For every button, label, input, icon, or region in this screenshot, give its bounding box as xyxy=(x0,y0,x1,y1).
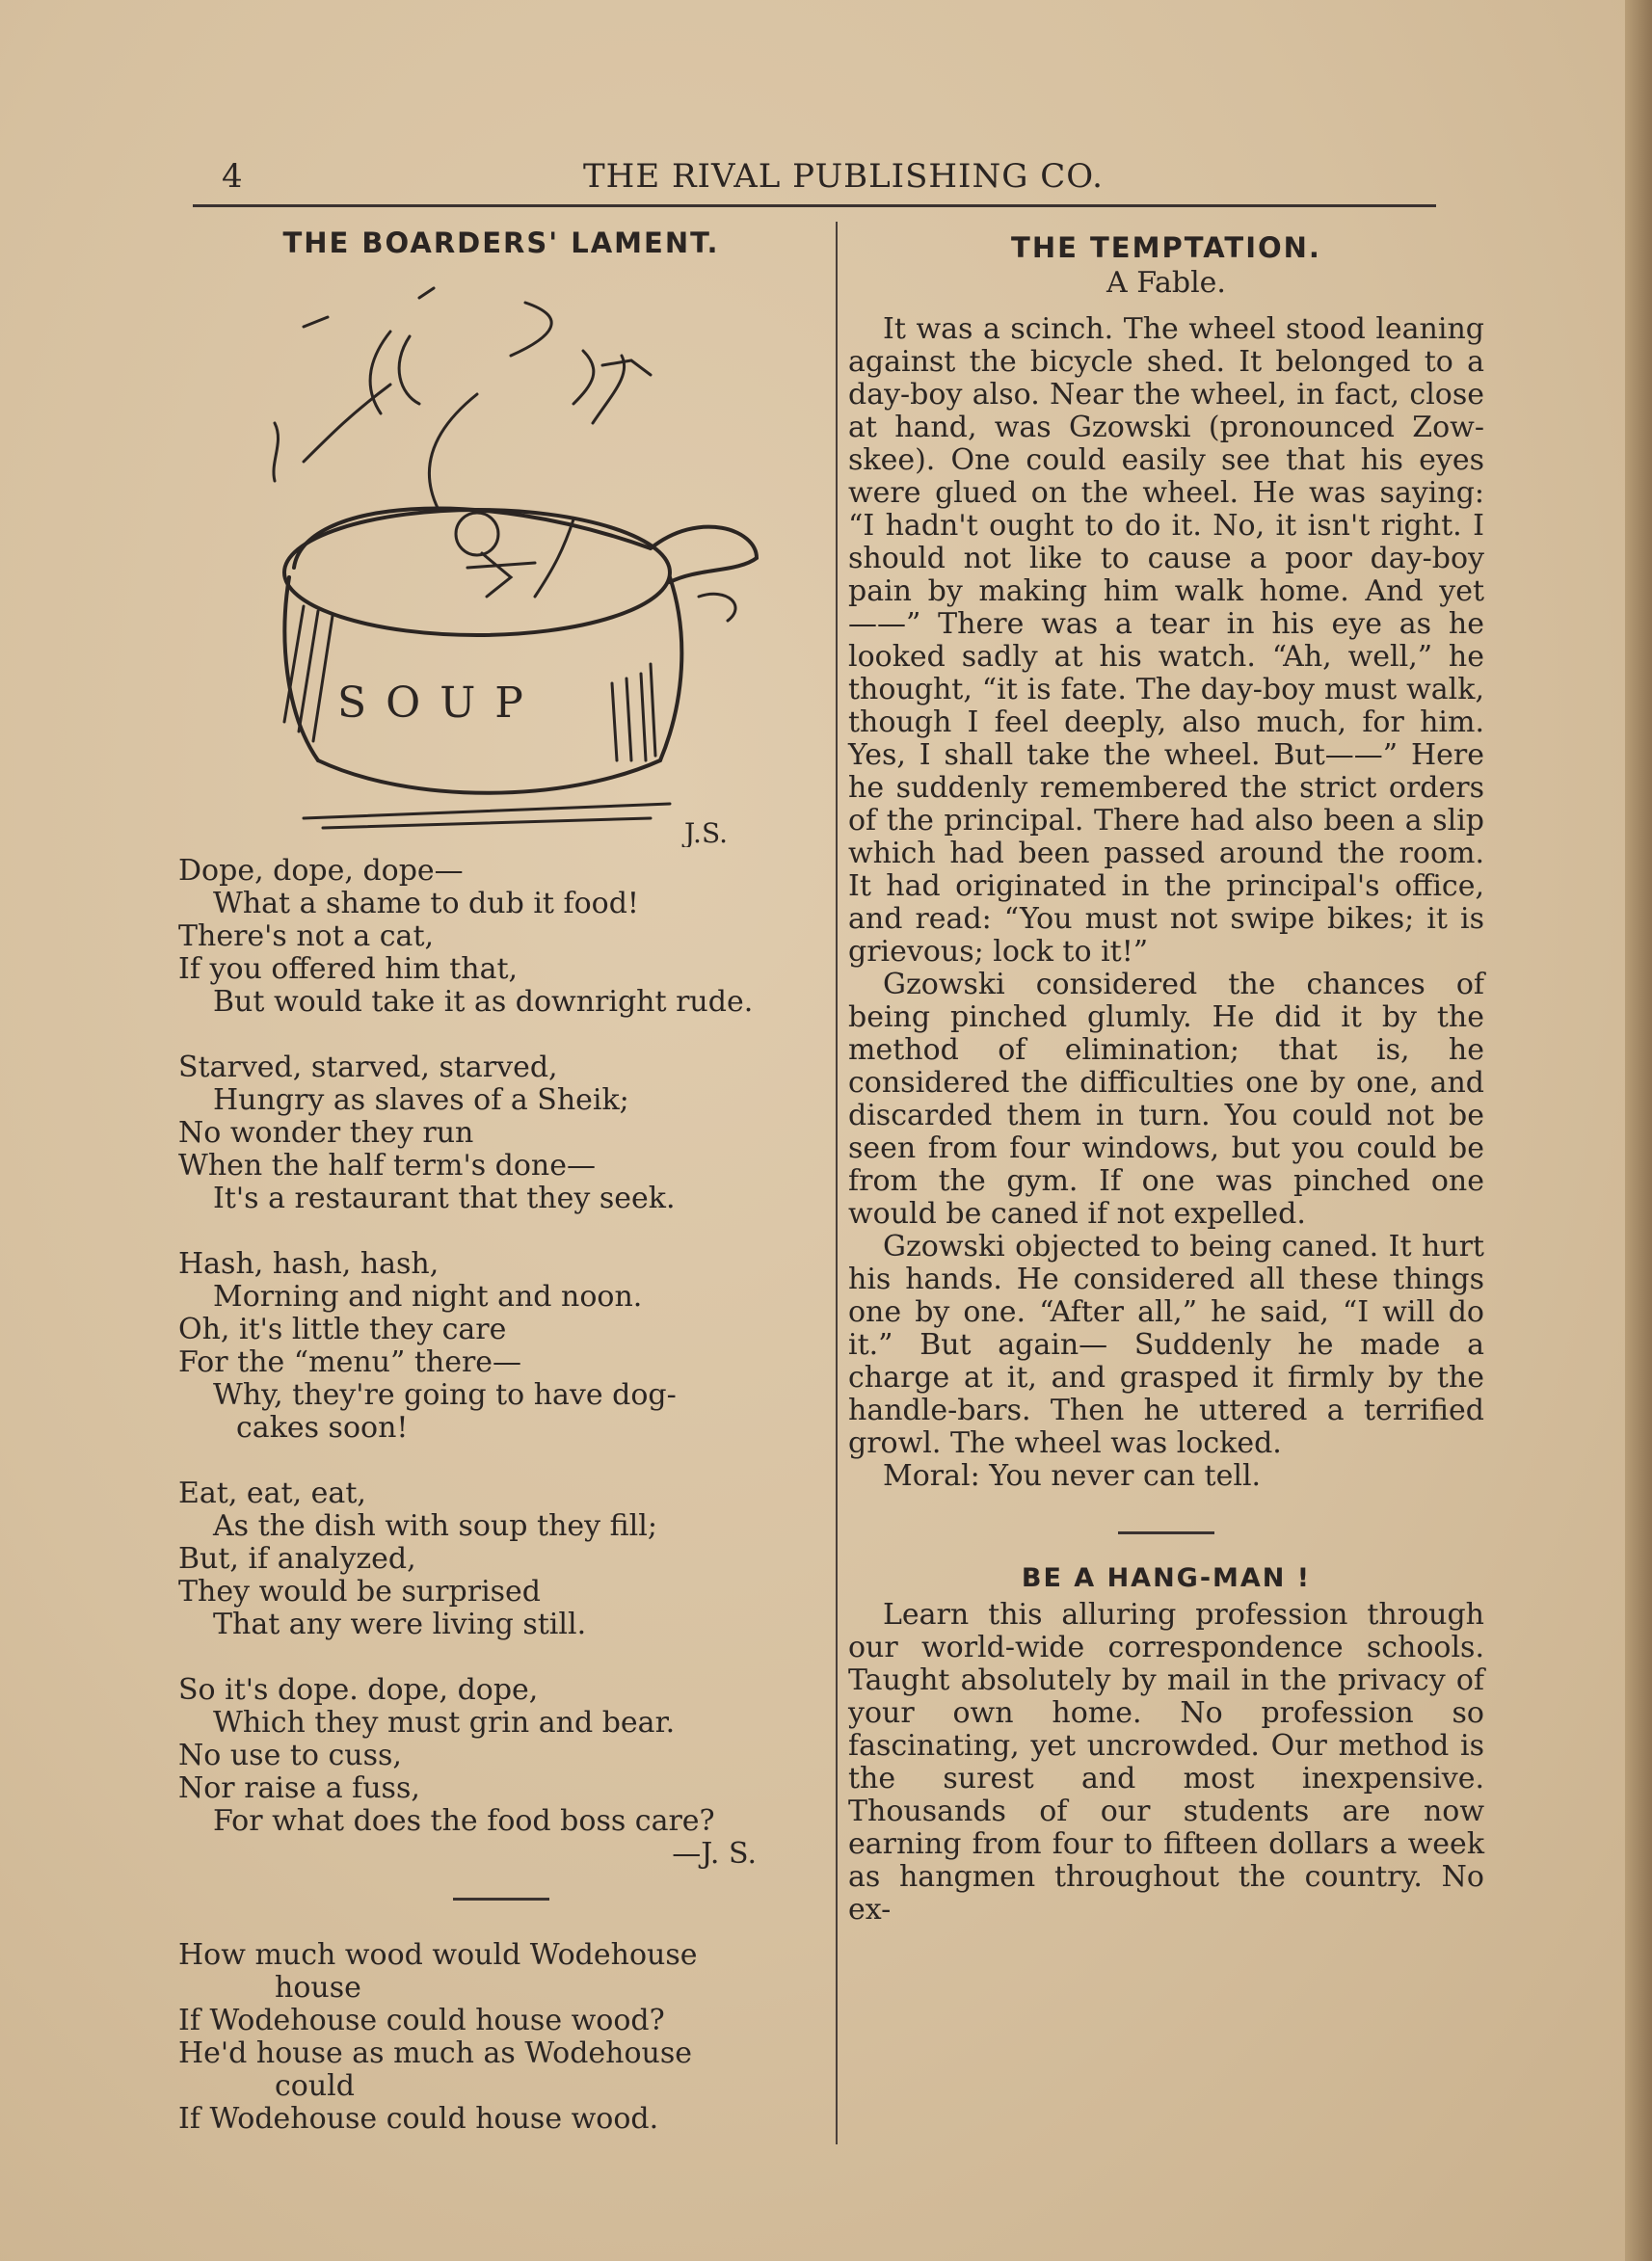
section-rule xyxy=(453,1898,549,1901)
ad-title: BE A HANG-MAN ! xyxy=(1021,1563,1312,1593)
stanza xyxy=(178,1248,824,1445)
poem-line: If you offered him that, xyxy=(178,952,519,986)
poem-line: For the “menu” there— xyxy=(178,1345,522,1379)
ad-body xyxy=(848,1599,1484,1927)
poem-line: For what does the food boss care? xyxy=(213,1804,715,1838)
story-paragraph: It was a scinch. The wheel stood leaning against the bicycle shed. It belonged to a day-boy also. Near the wheel, in fact, close at hand, was Gzowski (pronounced Zow-skee). One could easily see that his eyes were glued on the wheel. He was saying: “I hadn't ought to do it. No, it isn't right. I should not like to cause a poor day-boy pain by making him walk home. And yet——” There was a tear in his eye as he looked sadly at his watch. “Ah, well,” he thought, “it is fate. The day-boy must walk, though I feel deeply, also much, for him. Yes, I shall take the wheel. But——” Here he suddenly remembered the strict orders of the principal. There had also been a slip which had been passed around the room. It had originated in the principal's office, and read: “You must not swipe bikes; it is grievous; lock to it!” xyxy=(848,312,1484,969)
poem-signature: —J. S. xyxy=(672,1837,757,1871)
poem-line: Which they must grin and bear. xyxy=(213,1706,676,1740)
poem-line: Morning and night and noon. xyxy=(213,1280,643,1314)
soup-pot-illustration xyxy=(246,279,786,847)
story-paragraph: Gzowski considered the chances of being pinched glumly. He did it by the method of elimination; that is, he considered the difficulties one by one, and discarded them in turn. You could not be seen from four windows, but you could be from the gym. If one was pinched one would be caned if not expelled. xyxy=(848,968,1484,1231)
poem-line: No wonder they run xyxy=(178,1116,474,1150)
story-paragraph: Gzowski objected to being caned. It hurt his hands. He considered all these things one by one. “After all,” he said, “I will do it.” But again— Suddenly he made a charge at it, and grasped it firmly by the handle-bars. Then he uttered a terrified growl. The wheel was locked. xyxy=(848,1230,1484,1460)
stanza xyxy=(178,855,824,1019)
poem-body xyxy=(178,855,824,1871)
left-column xyxy=(178,226,824,2136)
poem-line: But would take it as downright rude. xyxy=(213,985,754,1019)
verse-line: How much wood would Wodehouse xyxy=(178,1938,698,1972)
header-rule xyxy=(193,204,1436,207)
ad-paragraph: Learn this alluring profession through our world-wide correspondence schools. Taught absolutely by mail in the privacy of your own home. No profession so fascinating, yet uncrowded. Our method is the surest and most inexpensive. Thousands of our students are now earning from four to fifteen dollars a week as hangmen throughout the country. No ex- xyxy=(848,1598,1484,1927)
wodehouse-verse xyxy=(178,1939,824,2136)
section-rule xyxy=(1118,1531,1214,1534)
poem-line: When the half term's done— xyxy=(178,1149,596,1183)
artist-initials: J.S. xyxy=(684,817,729,847)
poem-line: But, if analyzed, xyxy=(178,1542,416,1576)
right-column xyxy=(848,231,1484,1927)
poem-title: THE BOARDERS' LAMENT. xyxy=(282,226,720,259)
verse-line: He'd house as much as Wodehouse xyxy=(178,2036,693,2070)
column-divider xyxy=(836,222,838,2144)
stanza xyxy=(178,1051,824,1215)
poem-line: What a shame to dub it food! xyxy=(213,887,639,920)
story-title: THE TEMPTATION. xyxy=(1011,231,1321,264)
poem-line: As the dish with soup they fill; xyxy=(213,1509,657,1543)
story-body xyxy=(848,313,1484,1493)
verse-line: If Wodehouse could house wood? xyxy=(178,2004,665,2037)
poem-line: No use to cuss, xyxy=(178,1739,402,1772)
poem-line: So it's dope. dope, dope, xyxy=(178,1673,539,1707)
poem-line: It's a restaurant that they seek. xyxy=(213,1182,676,1215)
poem-line: Starved, starved, starved, xyxy=(178,1051,558,1084)
poem-line: Hash, hash, hash, xyxy=(178,1247,440,1281)
verse-line: could xyxy=(275,2069,355,2103)
stanza xyxy=(178,1674,824,1838)
poem-line: Dope, dope, dope— xyxy=(178,854,464,888)
verse-line: house xyxy=(275,1971,361,2005)
story-moral: Moral: You never can tell. xyxy=(883,1459,1262,1493)
poem-line: Hungry as slaves of a Sheik; xyxy=(213,1083,629,1117)
pot-lettering: SOUP xyxy=(337,678,543,728)
poem-line: That any were living still. xyxy=(213,1608,587,1641)
poem-line: Oh, it's little they care xyxy=(178,1313,507,1346)
page-number: 4 xyxy=(222,157,243,196)
poem-line: Eat, eat, eat, xyxy=(178,1476,366,1510)
poem-line: They would be surprised xyxy=(178,1575,542,1609)
publisher-masthead: THE RIVAL PUBLISHING CO. xyxy=(583,157,1104,196)
verse-line: If Wodehouse could house wood. xyxy=(178,2102,659,2136)
poem-line: Why, they're going to have dog- xyxy=(213,1378,677,1412)
story-subtitle: A Fable. xyxy=(1106,266,1226,300)
poem-line: cakes soon! xyxy=(236,1411,409,1445)
poem-line: There's not a cat, xyxy=(178,919,435,953)
page-header xyxy=(193,152,1446,200)
poem-line: Nor raise a fuss, xyxy=(178,1771,420,1805)
page-edge xyxy=(1625,0,1652,2261)
stanza xyxy=(178,1477,824,1641)
